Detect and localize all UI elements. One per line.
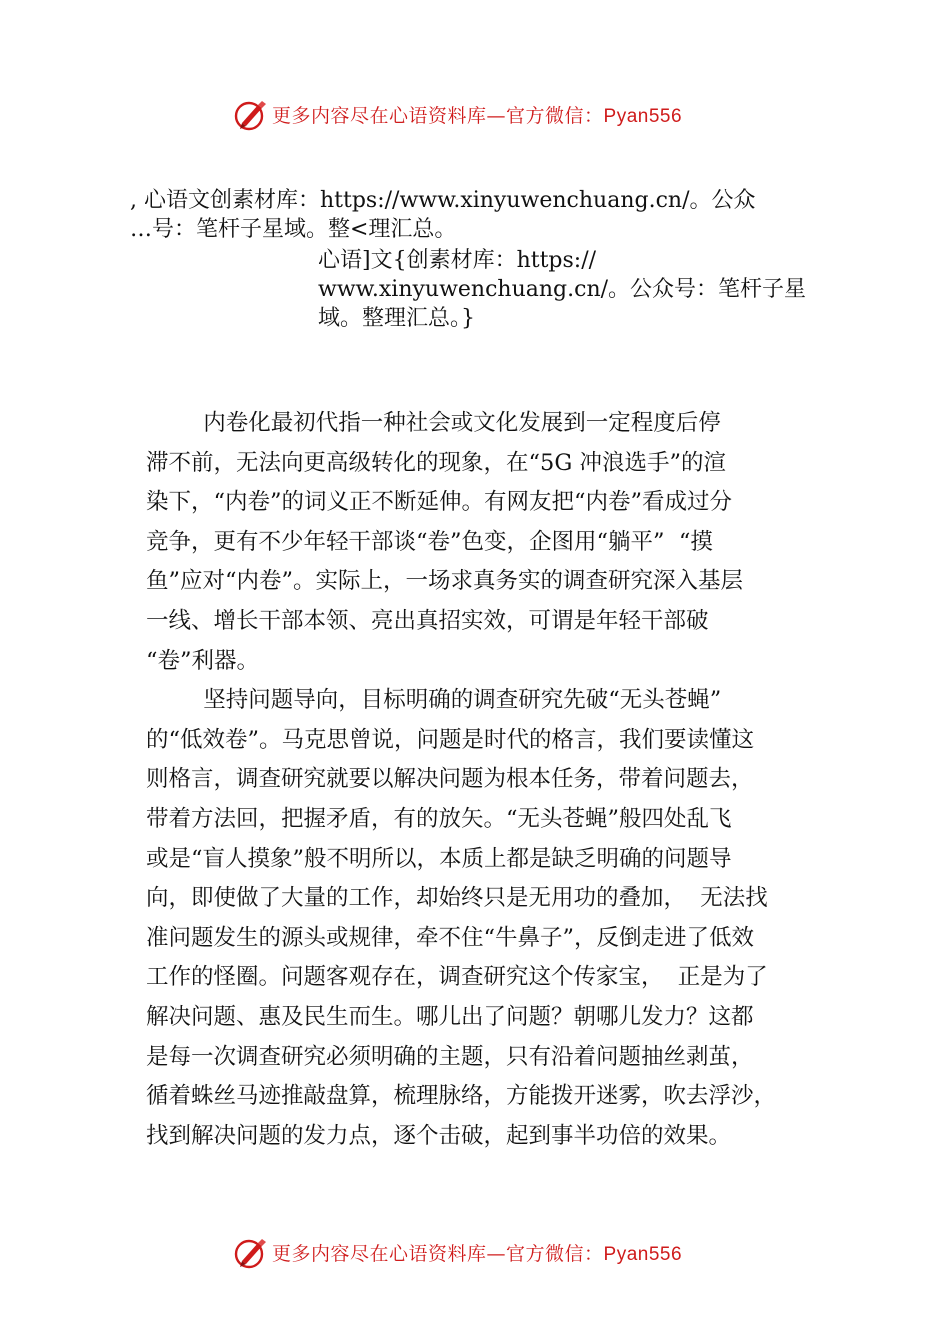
indent-line: 心语]文{创素材库：https:// (318, 248, 597, 273)
pen-logo-icon (232, 97, 270, 133)
article-body (146, 404, 836, 1156)
body-line: 准问题发生的源头或规律，牵不住“牛鼻子”，反倒走进了低效 (146, 924, 755, 951)
body-line: 则格言，调查研究就要以解决问题为根本任务，带着问题去， (146, 766, 754, 793)
source-indent-block (318, 246, 828, 333)
body-line: 解决问题、惠及民生而生。哪儿出了问题？朝哪儿发力？这都 (146, 1003, 754, 1030)
body-line: 向，即使做了大量的工作，却始终只是无用功的叠加， 无法找 (146, 885, 768, 912)
body-line: 带着方法回，把握矛盾，有的放矢。“无头苍蝇”般四处乱飞 (146, 805, 732, 832)
banner-wechat-id: Pyan556 (603, 1244, 683, 1265)
header-line: …号：笔杆子星域。整<理汇总。 (130, 217, 457, 242)
body-line: 的“低效卷”。马克思曾说，问题是时代的格言，我们要读懂这 (146, 726, 755, 753)
banner-wechat-id: Pyan556 (603, 106, 683, 127)
pen-logo-icon (232, 1235, 270, 1271)
body-line: 滞不前，无法向更高级转化的现象，在“5G 冲浪选手”的渲 (146, 449, 726, 476)
body-line: 一线、增长干部本领、亮出真招实效，可谓是年轻干部破 (146, 607, 709, 634)
body-line: 找到解决问题的发力点，逐个击破，起到事半功倍的效果。 (146, 1122, 732, 1149)
banner-text (272, 1239, 682, 1266)
indent-line: www.xinyuwenchuang.cn/。公众号：笔杆子星 (318, 277, 807, 302)
body-line: 坚持问题导向，目标明确的调查研究先破“无头苍蝇” (146, 687, 722, 714)
top-watermark-banner (0, 95, 950, 135)
body-line: 染下，“内卷”的词义正不断延伸。有网友把“内卷”看成过分 (146, 489, 733, 516)
banner-text (272, 101, 682, 128)
body-line: 竞争，更有不少年轻干部谈“卷”色变，企图用“躺平” “摸 (146, 528, 713, 555)
source-header (130, 186, 830, 244)
body-line: 循着蛛丝马迹推敲盘算，梳理脉络，方能拨开迷雾，吹去浮沙， (146, 1083, 777, 1110)
body-line: “卷”利器。 (146, 647, 260, 674)
body-line: 鱼”应对“内卷”。实际上，一场求真务实的调查研究深入基层 (146, 568, 744, 595)
bottom-watermark-banner (0, 1233, 950, 1273)
body-line: 内卷化最初代指一种社会或文化发展到一定程度后停 (146, 410, 721, 436)
body-line: 是每一次调查研究必须明确的主题，只有沿着问题抽丝剥茧， (146, 1043, 754, 1070)
indent-line: 域。整理汇总。} (318, 306, 475, 331)
body-line: 或是“盲人摸象”般不明所以，本质上都是缺乏明确的问题导 (146, 845, 732, 872)
body-line: 工作的怪圈。问题客观存在，调查研究这个传家宝， 正是为了 (146, 964, 768, 991)
banner-slogan: 更多内容尽在心语资料库—官方微信： (272, 1243, 604, 1265)
banner-slogan: 更多内容尽在心语资料库—官方微信： (272, 105, 604, 127)
header-line: , 心语文创素材库：https://www.xinyuwenchuang.cn/。公众 (130, 188, 756, 213)
